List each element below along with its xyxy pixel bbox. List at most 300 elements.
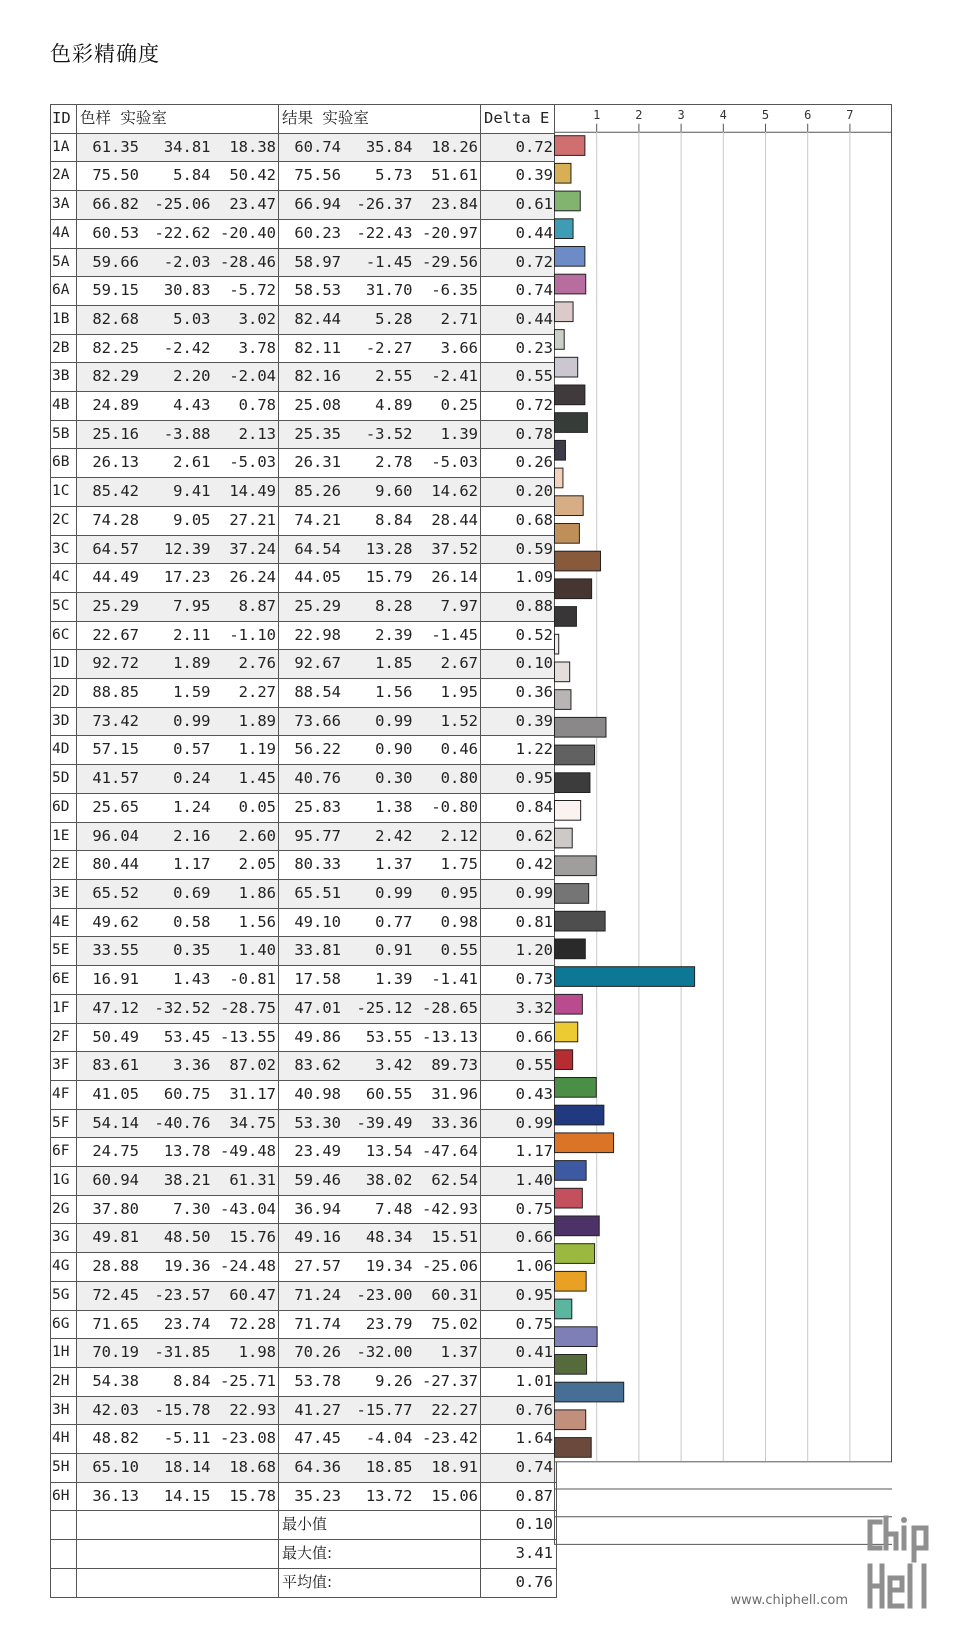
- sample-a: -23.57: [154, 1285, 211, 1304]
- result-lab: [279, 420, 481, 449]
- table-row: [51, 650, 557, 679]
- delta-e-bar-6E: [555, 939, 586, 959]
- sample-b: 1.56: [238, 912, 276, 931]
- sample-b: 27.21: [229, 510, 276, 529]
- result-lab: [279, 1080, 481, 1109]
- delta-e-value: 0.81: [481, 908, 557, 937]
- summary-row: [51, 1540, 557, 1569]
- result-lab: [279, 1482, 481, 1511]
- result-a: -23.00: [356, 1285, 413, 1304]
- result-lab: [279, 707, 481, 736]
- sample-lab: [77, 736, 279, 765]
- sample-b: -23.08: [220, 1429, 276, 1448]
- result-l: 44.05: [294, 568, 341, 587]
- result-lab: [279, 1195, 481, 1224]
- sample-a: -25.06: [154, 195, 211, 214]
- delta-e-value: 0.75: [481, 1195, 557, 1224]
- delta-e-bar-3A: [555, 191, 581, 211]
- table-row: [51, 1052, 557, 1081]
- result-l: 53.78: [294, 1371, 341, 1390]
- result-l: 82.16: [294, 367, 341, 386]
- delta-e-value: 0.52: [481, 621, 557, 650]
- delta-e-value: 0.39: [481, 707, 557, 736]
- delta-e-bar-5A: [555, 247, 585, 267]
- result-l: 82.11: [294, 338, 341, 357]
- result-l: 25.29: [294, 596, 341, 615]
- sample-lab: [77, 1396, 279, 1425]
- row-id: 6G: [51, 1310, 77, 1339]
- sample-l: 64.57: [92, 539, 139, 558]
- sample-l: 22.67: [92, 625, 139, 644]
- table-row: [51, 1396, 557, 1425]
- result-a: 35.84: [365, 137, 413, 156]
- sample-b: 22.93: [229, 1400, 276, 1419]
- sample-l: 71.65: [92, 1314, 139, 1333]
- sample-b: 3.78: [238, 338, 276, 357]
- delta-e-value: 1.22: [481, 736, 557, 765]
- sample-b: 2.27: [238, 683, 276, 702]
- delta-e-value: 1.20: [481, 937, 557, 966]
- delta-e-value: 0.36: [481, 679, 557, 708]
- table-row: [51, 478, 557, 507]
- result-l: 22.98: [294, 625, 341, 644]
- table-row: [51, 966, 557, 995]
- delta-e-bar-6G: [555, 1271, 587, 1291]
- result-b: -1.45: [431, 625, 478, 644]
- result-lab: [279, 994, 481, 1023]
- result-l: 59.46: [294, 1171, 341, 1190]
- row-id: 2B: [51, 334, 77, 363]
- sample-a: 3.36: [173, 1056, 211, 1075]
- result-lab: [279, 449, 481, 478]
- sample-b: 37.24: [229, 539, 276, 558]
- row-id: 2D: [51, 679, 77, 708]
- result-l: 47.01: [294, 998, 341, 1017]
- sample-a: 4.43: [173, 396, 211, 415]
- result-a: 13.72: [365, 1486, 413, 1505]
- sample-b: 26.24: [229, 568, 276, 587]
- x-tick-label: 7: [846, 108, 854, 122]
- table-row: [51, 937, 557, 966]
- result-b: 0.46: [440, 740, 478, 759]
- sample-lab: [77, 1482, 279, 1511]
- delta-e-bar-2B: [555, 330, 565, 350]
- sample-lab: [77, 1052, 279, 1081]
- result-b: 0.55: [440, 941, 478, 960]
- table-row: [51, 133, 557, 162]
- row-id: 5E: [51, 937, 77, 966]
- table-header-row: [51, 105, 557, 134]
- result-b: 18.26: [431, 137, 478, 156]
- row-id: 5B: [51, 420, 77, 449]
- table-row: [51, 1339, 557, 1368]
- sample-l: 42.03: [92, 1400, 139, 1419]
- sample-b: 1.19: [238, 740, 276, 759]
- sample-a: 13.78: [163, 1142, 211, 1161]
- result-b: 1.39: [440, 424, 478, 443]
- result-a: 15.79: [365, 568, 413, 587]
- result-lab: [279, 392, 481, 421]
- result-b: 26.14: [431, 568, 478, 587]
- row-id: 3G: [51, 1224, 77, 1253]
- delta-e-value: 0.41: [481, 1339, 557, 1368]
- delta-e-value: 0.44: [481, 305, 557, 334]
- delta-e-bar-4F: [555, 1050, 573, 1070]
- delta-e-value: 0.73: [481, 966, 557, 995]
- result-b: -47.64: [422, 1142, 478, 1161]
- result-a: 0.30: [375, 769, 413, 788]
- result-b: -1.41: [431, 970, 478, 989]
- row-id: 5H: [51, 1454, 77, 1483]
- sample-l: 82.68: [92, 309, 139, 328]
- table-row: [51, 736, 557, 765]
- delta-e-bar-3G: [555, 1188, 583, 1208]
- sample-b: 2.76: [238, 654, 276, 673]
- sample-a: 14.15: [163, 1486, 211, 1505]
- sample-lab: [77, 1454, 279, 1483]
- result-l: 40.76: [294, 769, 341, 788]
- sample-a: 5.84: [173, 166, 211, 185]
- sample-l: 85.42: [92, 482, 139, 501]
- delta-e-table: [50, 104, 557, 1598]
- sample-b: 1.86: [238, 883, 276, 902]
- delta-e-value: 0.99: [481, 879, 557, 908]
- delta-e-value: 0.42: [481, 851, 557, 880]
- sample-lab: [77, 162, 279, 191]
- sample-l: 50.49: [92, 1027, 139, 1046]
- sample-lab: [77, 1109, 279, 1138]
- result-a: 48.34: [365, 1228, 413, 1247]
- result-lab: [279, 1339, 481, 1368]
- result-l: 74.21: [294, 510, 341, 529]
- delta-e-value: 0.62: [481, 822, 557, 851]
- sample-lab: [77, 392, 279, 421]
- row-id: 3F: [51, 1052, 77, 1081]
- result-lab: [279, 1367, 481, 1396]
- sample-lab: [77, 1253, 279, 1282]
- result-l: 25.83: [294, 797, 341, 816]
- sample-l: 82.25: [92, 338, 139, 357]
- table-row: [51, 707, 557, 736]
- table-row: [51, 1023, 557, 1052]
- result-a: -25.12: [356, 998, 413, 1017]
- x-tick-label: 4: [719, 108, 727, 122]
- delta-e-value: 0.55: [481, 363, 557, 392]
- result-a: -4.04: [365, 1429, 413, 1448]
- table-row: [51, 1253, 557, 1282]
- row-id: 3B: [51, 363, 77, 392]
- header-delta: Delta E: [481, 105, 557, 134]
- result-b: 0.80: [440, 769, 478, 788]
- result-b: 14.62: [431, 482, 478, 501]
- result-b: -20.97: [422, 223, 478, 242]
- sample-lab: [77, 937, 279, 966]
- sample-l: 28.88: [92, 1257, 139, 1276]
- delta-e-bar-1C: [555, 468, 563, 488]
- result-lab: [279, 851, 481, 880]
- sample-l: 74.28: [92, 510, 139, 529]
- sample-lab: [77, 621, 279, 650]
- sample-b: 61.31: [229, 1171, 276, 1190]
- result-lab: [279, 334, 481, 363]
- result-l: 65.51: [294, 883, 341, 902]
- result-b: 28.44: [431, 510, 478, 529]
- sample-l: 96.04: [92, 826, 139, 845]
- result-a: 1.39: [375, 970, 413, 989]
- result-b: -13.13: [422, 1027, 478, 1046]
- delta-e-value: 0.78: [481, 420, 557, 449]
- delta-e-bar-6H: [555, 1438, 592, 1458]
- table-row: [51, 1109, 557, 1138]
- sample-l: 44.49: [92, 568, 139, 587]
- result-a: 8.28: [375, 596, 413, 615]
- result-lab: [279, 908, 481, 937]
- x-tick-label: 6: [804, 108, 812, 122]
- result-a: -39.49: [356, 1113, 413, 1132]
- delta-e-value: 0.88: [481, 592, 557, 621]
- result-b: 1.75: [440, 855, 478, 874]
- delta-e-bar-2E: [555, 828, 573, 848]
- sample-lab: [77, 535, 279, 564]
- sample-lab: [77, 851, 279, 880]
- row-id: 1E: [51, 822, 77, 851]
- sample-lab: [77, 966, 279, 995]
- sample-l: 25.16: [92, 424, 139, 443]
- table-row: [51, 564, 557, 593]
- sample-b: 60.47: [229, 1285, 276, 1304]
- result-l: 64.54: [294, 539, 341, 558]
- result-lab: [279, 736, 481, 765]
- result-b: 7.97: [440, 596, 478, 615]
- sample-b: -13.55: [220, 1027, 276, 1046]
- delta-e-bar-3H: [555, 1355, 587, 1375]
- sample-l: 25.65: [92, 797, 139, 816]
- result-l: 53.30: [294, 1113, 341, 1132]
- sample-a: -22.62: [154, 223, 211, 242]
- delta-e-bar-1D: [555, 634, 559, 654]
- row-id: 1D: [51, 650, 77, 679]
- sample-l: 16.91: [92, 970, 139, 989]
- sample-b: -25.71: [220, 1371, 276, 1390]
- delta-e-bar-4A: [555, 219, 574, 239]
- delta-e-value: 0.72: [481, 133, 557, 162]
- result-a: -22.43: [356, 223, 413, 242]
- result-a: 3.42: [375, 1056, 413, 1075]
- sample-lab: [77, 1023, 279, 1052]
- delta-e-value: 0.95: [481, 765, 557, 794]
- summary-value: 0.76: [481, 1568, 557, 1597]
- table-row: [51, 506, 557, 535]
- sample-l: 59.15: [92, 281, 139, 300]
- result-l: 17.58: [294, 970, 341, 989]
- result-l: 26.31: [294, 453, 341, 472]
- table-row: [51, 420, 557, 449]
- sample-b: 87.02: [229, 1056, 276, 1075]
- delta-e-value: 0.76: [481, 1396, 557, 1425]
- result-lab: [279, 535, 481, 564]
- row-id: 4G: [51, 1253, 77, 1282]
- sample-a: -3.88: [163, 424, 211, 443]
- result-l: 88.54: [294, 683, 341, 702]
- sample-a: 0.57: [173, 740, 211, 759]
- result-lab: [279, 1281, 481, 1310]
- result-a: -1.45: [365, 252, 413, 271]
- sample-lab: [77, 1138, 279, 1167]
- result-lab: [279, 248, 481, 277]
- sample-lab: [77, 506, 279, 535]
- sample-lab: [77, 1195, 279, 1224]
- sample-lab: [77, 793, 279, 822]
- summary-label: 最大值:: [279, 1540, 481, 1569]
- result-lab: [279, 363, 481, 392]
- delta-e-bar-2H: [555, 1327, 598, 1347]
- result-l: 47.45: [294, 1429, 341, 1448]
- result-b: 22.27: [431, 1400, 478, 1419]
- result-l: 71.24: [294, 1285, 341, 1304]
- delta-e-bar-5B: [555, 413, 588, 433]
- table-row: [51, 908, 557, 937]
- delta-e-bar-4G: [555, 1216, 600, 1236]
- row-id: 6B: [51, 449, 77, 478]
- sample-l: 83.61: [92, 1056, 139, 1075]
- table-row: [51, 363, 557, 392]
- row-id: 3E: [51, 879, 77, 908]
- delta-e-bar-6C: [555, 607, 577, 627]
- result-a: 8.84: [375, 510, 413, 529]
- delta-e-bar-3C: [555, 524, 580, 544]
- result-lab: [279, 162, 481, 191]
- delta-e-bar-2F: [555, 994, 583, 1014]
- sample-b: 0.78: [238, 396, 276, 415]
- delta-e-value: 1.09: [481, 564, 557, 593]
- sample-l: 70.19: [92, 1343, 139, 1362]
- result-lab: [279, 506, 481, 535]
- sample-lab: [77, 822, 279, 851]
- sample-l: 54.14: [92, 1113, 139, 1132]
- header-result: 结果 实验室: [279, 105, 481, 134]
- row-id: 6E: [51, 966, 77, 995]
- result-lab: [279, 1310, 481, 1339]
- result-l: 49.10: [294, 912, 341, 931]
- delta-e-value: 0.75: [481, 1310, 557, 1339]
- sample-a: 53.45: [163, 1027, 211, 1046]
- x-tick-label: 2: [635, 108, 643, 122]
- row-id: 1A: [51, 133, 77, 162]
- delta-e-bar-5F: [555, 1078, 597, 1098]
- sample-a: -5.11: [163, 1429, 211, 1448]
- table-row: [51, 1482, 557, 1511]
- result-b: 2.12: [440, 826, 478, 845]
- result-l: 36.94: [294, 1199, 341, 1218]
- sample-a: 8.84: [173, 1371, 211, 1390]
- result-lab: [279, 1425, 481, 1454]
- result-lab: [279, 592, 481, 621]
- result-l: 58.97: [294, 252, 341, 271]
- delta-e-bar-4H: [555, 1382, 624, 1402]
- sample-lab: [77, 1224, 279, 1253]
- sample-b: 1.40: [238, 941, 276, 960]
- result-a: 1.85: [375, 654, 413, 673]
- sample-a: 17.23: [163, 568, 211, 587]
- sample-b: -1.10: [229, 625, 276, 644]
- row-id: 6D: [51, 793, 77, 822]
- row-id: 4C: [51, 564, 77, 593]
- row-id: 5A: [51, 248, 77, 277]
- result-b: 51.61: [431, 166, 478, 185]
- sample-b: -43.04: [220, 1199, 276, 1218]
- result-b: 0.98: [440, 912, 478, 931]
- sample-l: 36.13: [92, 1486, 139, 1505]
- sample-lab: [77, 478, 279, 507]
- sample-l: 48.82: [92, 1429, 139, 1448]
- sample-a: -31.85: [154, 1343, 211, 1362]
- result-a: 0.99: [375, 883, 413, 902]
- sample-a: 18.14: [163, 1458, 211, 1477]
- summary-row: [51, 1511, 557, 1540]
- row-id: 5F: [51, 1109, 77, 1138]
- sample-lab: [77, 305, 279, 334]
- sample-lab: [77, 908, 279, 937]
- delta-e-value: 0.95: [481, 1281, 557, 1310]
- table-row: [51, 191, 557, 220]
- sample-lab: [77, 650, 279, 679]
- result-b: -28.65: [422, 998, 478, 1017]
- delta-e-value: 1.01: [481, 1367, 557, 1396]
- summary-blank: [51, 1511, 77, 1540]
- row-id: 5D: [51, 765, 77, 794]
- result-l: 85.26: [294, 482, 341, 501]
- sample-l: 65.10: [92, 1458, 139, 1477]
- result-a: 2.39: [375, 625, 413, 644]
- delta-e-value: 0.43: [481, 1080, 557, 1109]
- sample-b: 14.49: [229, 482, 276, 501]
- delta-e-bar-5G: [555, 1244, 595, 1264]
- delta-e-bar-5D: [555, 745, 595, 765]
- sample-a: -2.42: [163, 338, 211, 357]
- sample-b: 18.68: [229, 1458, 276, 1477]
- delta-e-bar-4B: [555, 385, 585, 405]
- result-lab: [279, 937, 481, 966]
- sample-l: 24.75: [92, 1142, 139, 1161]
- table-row: [51, 535, 557, 564]
- result-b: 1.52: [440, 711, 478, 730]
- result-a: 38.02: [365, 1171, 413, 1190]
- delta-e-value: 0.20: [481, 478, 557, 507]
- delta-e-value: 0.72: [481, 392, 557, 421]
- table-row: [51, 621, 557, 650]
- result-lab: [279, 564, 481, 593]
- result-a: 7.48: [375, 1199, 413, 1218]
- result-a: 0.77: [375, 912, 413, 931]
- table-row: [51, 1454, 557, 1483]
- result-a: 0.90: [375, 740, 413, 759]
- sample-b: 34.75: [229, 1113, 276, 1132]
- row-id: 5C: [51, 592, 77, 621]
- result-lab: [279, 650, 481, 679]
- delta-e-bar-6B: [555, 440, 566, 460]
- result-b: 89.73: [431, 1056, 478, 1075]
- row-id: 1F: [51, 994, 77, 1023]
- delta-e-value: 0.44: [481, 219, 557, 248]
- sample-b: 31.17: [229, 1084, 276, 1103]
- sample-l: 54.38: [92, 1371, 139, 1390]
- result-b: 18.91: [431, 1458, 478, 1477]
- x-tick-label: 1: [593, 108, 601, 122]
- result-l: 60.23: [294, 223, 341, 242]
- sample-a: 0.35: [173, 941, 211, 960]
- summary-label: 最小值: [279, 1511, 481, 1540]
- row-id: 4H: [51, 1425, 77, 1454]
